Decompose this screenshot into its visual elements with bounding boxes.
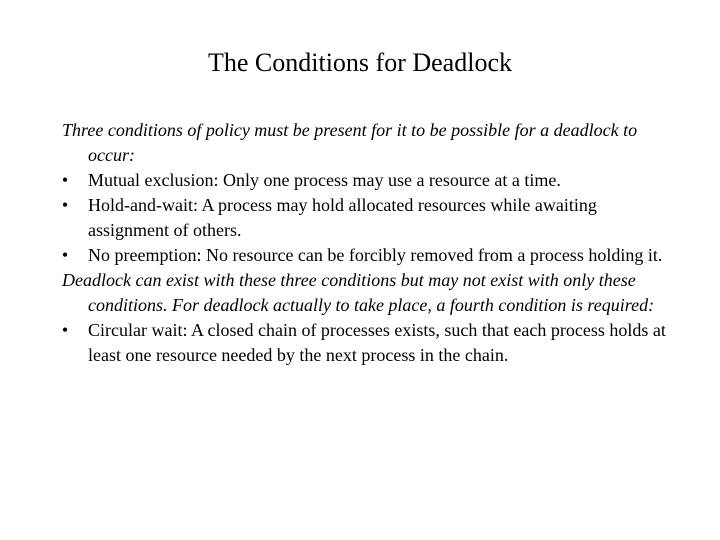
bullet-dot-icon: • — [61, 195, 69, 215]
bullet-hold-and-wait — [62, 193, 672, 243]
slide-title: The Conditions for Deadlock — [208, 48, 512, 77]
bullet-text: Circular wait: A closed chain of processes exists, such that each process holds at least one resource needed by the next process in the chain. — [88, 320, 666, 365]
bullet-text: No preemption: No resource can be forcibly removed from a process holding it. — [88, 245, 663, 265]
bullet-text: Mutual exclusion: Only one process may use a resource at a time. — [88, 170, 561, 190]
bullet-no-preemption — [62, 243, 672, 268]
bullet-dot-icon: • — [61, 320, 69, 340]
slide-body — [62, 118, 672, 368]
bullet-text: Hold-and-wait: A process may hold allocated resources while awaiting assignment of others. — [88, 195, 597, 240]
bullet-dot-icon: • — [61, 170, 69, 190]
bullet-mutual-exclusion — [62, 168, 672, 193]
bullet-dot-icon: • — [61, 245, 69, 265]
bullet-circular-wait — [62, 318, 672, 368]
bridge-paragraph: Deadlock can exist with these three conditions but may not exist with only these conditions. For deadlock actually to take place, a fourth condition is required: — [62, 270, 655, 315]
intro-paragraph: Three conditions of policy must be present for it to be possible for a deadlock to occur: — [62, 120, 638, 165]
